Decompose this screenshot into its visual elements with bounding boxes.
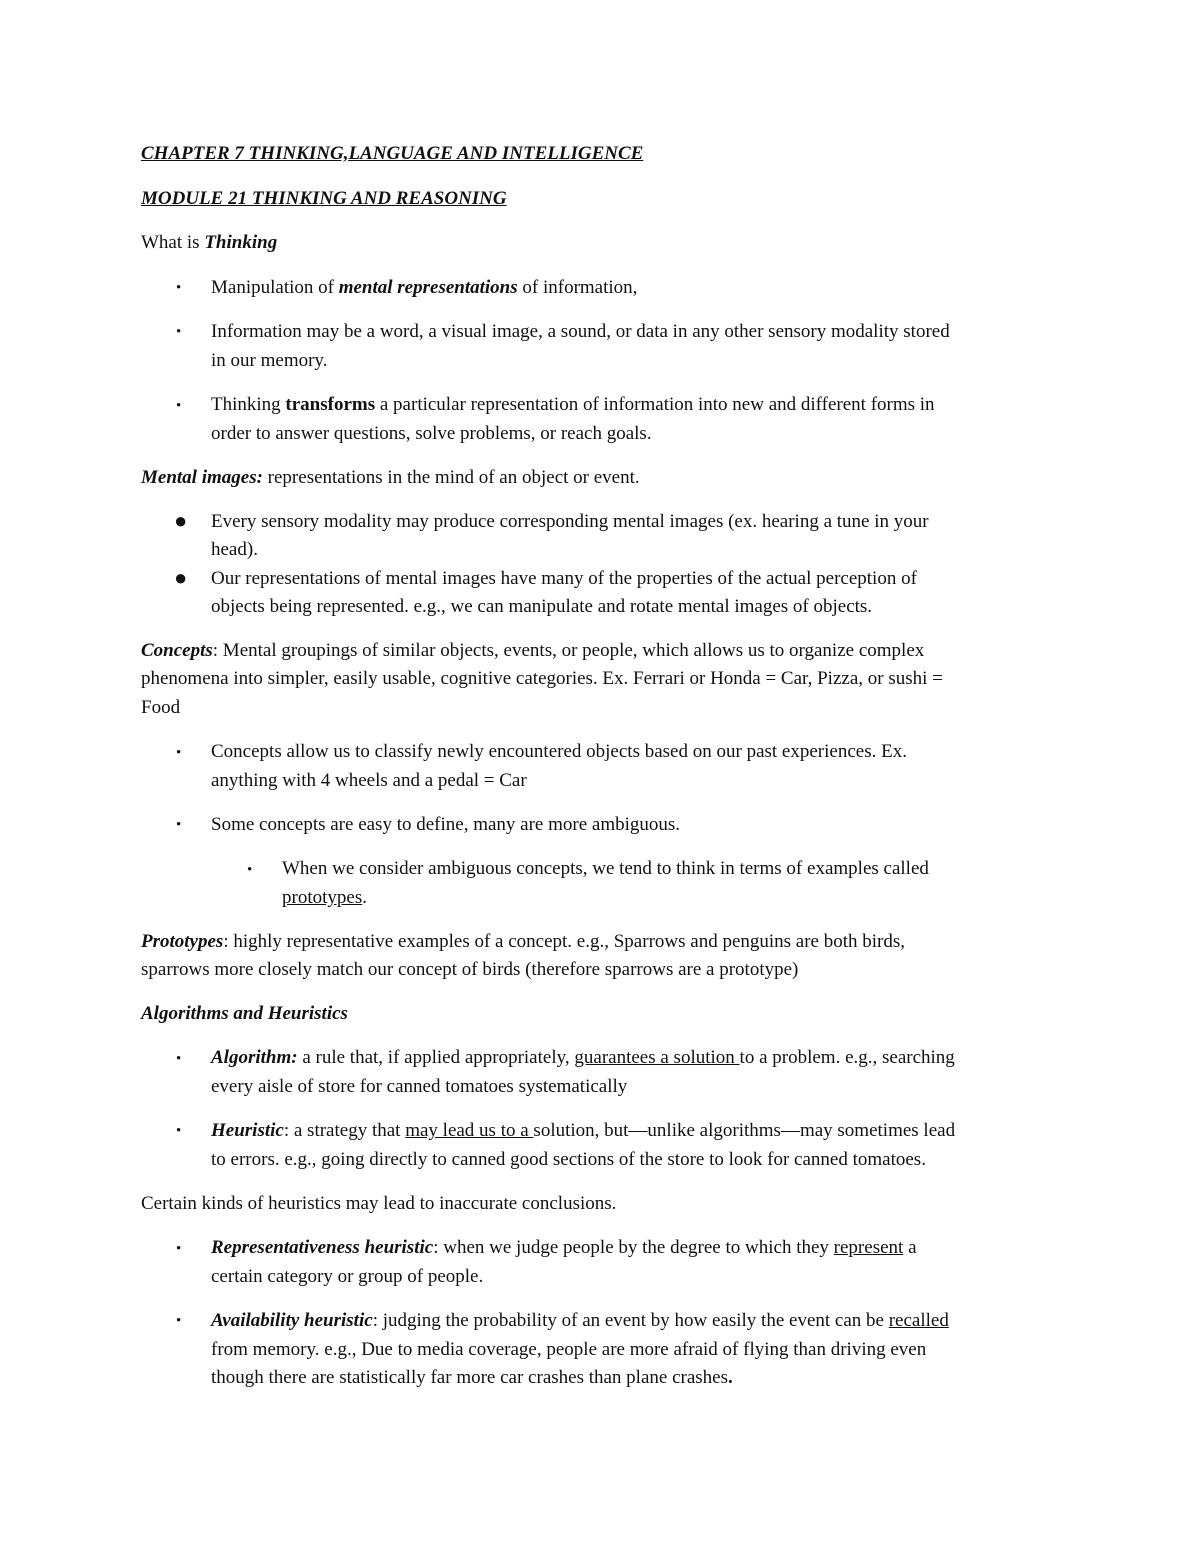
concepts-sub-bullet-line-2 xyxy=(282,883,367,912)
availability-line-3 xyxy=(211,1363,733,1392)
heuristic-line-1 xyxy=(211,1116,955,1145)
thinking-question xyxy=(141,228,277,257)
mental-images-term: Mental images: xyxy=(141,467,263,488)
thinking-term: Thinking xyxy=(204,232,278,253)
prototypes-term: Prototypes xyxy=(141,931,224,952)
text-span: : when we judge people by the degree to which they xyxy=(433,1237,834,1258)
bullet-marker: • xyxy=(176,1123,182,1139)
text-span: Thinking xyxy=(211,394,286,415)
concepts-definition-line-1 xyxy=(141,636,924,665)
heuristic-term: Heuristic xyxy=(211,1120,284,1141)
bullet-marker: • xyxy=(176,324,182,340)
representativeness-term: Representativeness heuristic xyxy=(211,1237,434,1258)
text-span: a particular representation of information into new and different forms in xyxy=(375,394,935,415)
chapter-title: CHAPTER 7 THINKING,LANGUAGE AND INTELLIGENCE xyxy=(141,143,644,164)
guarantees-solution-underlined: guarantees a solution xyxy=(574,1047,740,1068)
sub-bullet-marker: • xyxy=(247,862,253,878)
availability-line-1 xyxy=(211,1306,949,1335)
thinking-bullet-1 xyxy=(211,273,637,302)
concepts-bullet-1-line-2: anything with 4 wheels and a pedal = Car xyxy=(211,770,527,791)
concepts-bullet-1-line-1: Concepts allow us to classify newly encountered objects based on our past experiences. Ex. xyxy=(211,741,907,762)
representativeness-line-1 xyxy=(211,1233,917,1262)
mental-bullet-1-line-2: head). xyxy=(211,539,258,560)
module-title: MODULE 21 THINKING AND REASONING xyxy=(141,188,507,209)
text-span: : Mental groupings of similar objects, events, or people, which allows us to organize complex xyxy=(212,640,925,661)
bullet-marker: ● xyxy=(174,565,188,590)
mental-bullet-1-line-1: Every sensory modality may produce corresponding mental images (ex. hearing a tune in your xyxy=(211,511,929,532)
text-span: . xyxy=(728,1367,733,1388)
mental-representations-term: mental representations xyxy=(338,277,518,298)
representativeness-line-2: certain category or group of people. xyxy=(211,1266,484,1287)
text-span: a rule that, if applied appropriately, xyxy=(297,1047,575,1068)
mental-bullet-2-line-1: Our representations of mental images have many of the properties of the actual perception of xyxy=(211,568,917,589)
thinking-question-prefix: What is xyxy=(141,232,205,253)
concepts-term: Concepts xyxy=(141,640,213,661)
algorithm-line-2: every aisle of store for canned tomatoes systematically xyxy=(211,1076,628,1097)
mental-bullet-2-line-2: objects being represented. e.g., we can manipulate and rotate mental images of objects. xyxy=(211,596,873,617)
text-span: to a problem. e.g., searching xyxy=(739,1047,955,1068)
bullet-marker: • xyxy=(176,745,182,761)
text-span: Manipulation of xyxy=(211,277,339,298)
text-span: . xyxy=(362,887,367,908)
may-lead-underlined: may lead us to a xyxy=(405,1120,534,1141)
bullet-marker: • xyxy=(176,817,182,833)
algorithm-term: Algorithm: xyxy=(211,1047,298,1068)
represent-underlined: represent xyxy=(833,1237,904,1258)
concepts-definition-line-2: phenomena into simpler, easily usable, cognitive categories. Ex. Ferrari or Honda = Car, Pizza, or sushi = xyxy=(141,668,943,689)
bullet-marker: • xyxy=(176,1241,182,1257)
bullet-marker: • xyxy=(176,1313,182,1329)
text-span: representations in the mind of an object or event. xyxy=(262,467,640,488)
concepts-bullet-2: Some concepts are easy to define, many are more ambiguous. xyxy=(211,814,681,835)
thinking-bullet-3-line-2: order to answer questions, solve problems, or reach goals. xyxy=(211,423,652,444)
thinking-bullet-3-line-1 xyxy=(211,390,935,419)
recalled-underlined: recalled xyxy=(888,1310,949,1331)
thinking-bullet-2-line-2: in our memory. xyxy=(211,350,328,371)
text-span: : a strategy that xyxy=(283,1120,406,1141)
heuristic-line-2: to errors. e.g., going directly to canned good sections of the store to look for canned tomatoes. xyxy=(211,1149,926,1170)
heuristics-intro: Certain kinds of heuristics may lead to inaccurate conclusions. xyxy=(141,1193,617,1214)
text-span: solution, but—unlike algorithms—may sometimes lead xyxy=(533,1120,956,1141)
algorithm-line-1 xyxy=(211,1043,955,1072)
bullet-marker: • xyxy=(176,398,182,414)
prototypes-definition-line-1 xyxy=(141,927,905,956)
algorithms-heading: Algorithms and Heuristics xyxy=(141,1003,348,1024)
mental-images-definition xyxy=(141,463,640,492)
transforms-term: transforms xyxy=(285,394,376,415)
text-span: a xyxy=(903,1237,917,1258)
text-span: : judging the probability of an event by how easily the event can be xyxy=(372,1310,889,1331)
bullet-marker: • xyxy=(176,280,182,296)
bullet-marker: • xyxy=(176,1051,182,1067)
thinking-bullet-2-line-1: Information may be a word, a visual image, a sound, or data in any other sensory modality stored xyxy=(211,321,950,342)
concepts-definition-line-3: Food xyxy=(141,697,181,718)
availability-term: Availability heuristic xyxy=(211,1310,373,1331)
text-span: of information, xyxy=(517,277,638,298)
prototypes-underlined: prototypes xyxy=(282,887,363,908)
prototypes-definition-line-2: sparrows more closely match our concept of birds (therefore sparrows are a prototype) xyxy=(141,959,799,980)
bullet-marker: ● xyxy=(174,508,188,533)
availability-line-2: from memory. e.g., Due to media coverage, people are more afraid of flying than driving even xyxy=(211,1339,927,1360)
text-span: : highly representative examples of a concept. e.g., Sparrows and penguins are both birds, xyxy=(223,931,906,952)
concepts-sub-bullet-line-1: When we consider ambiguous concepts, we tend to think in terms of examples called xyxy=(282,858,929,879)
text-span: though there are statistically far more car crashes than plane crashes xyxy=(211,1367,728,1388)
